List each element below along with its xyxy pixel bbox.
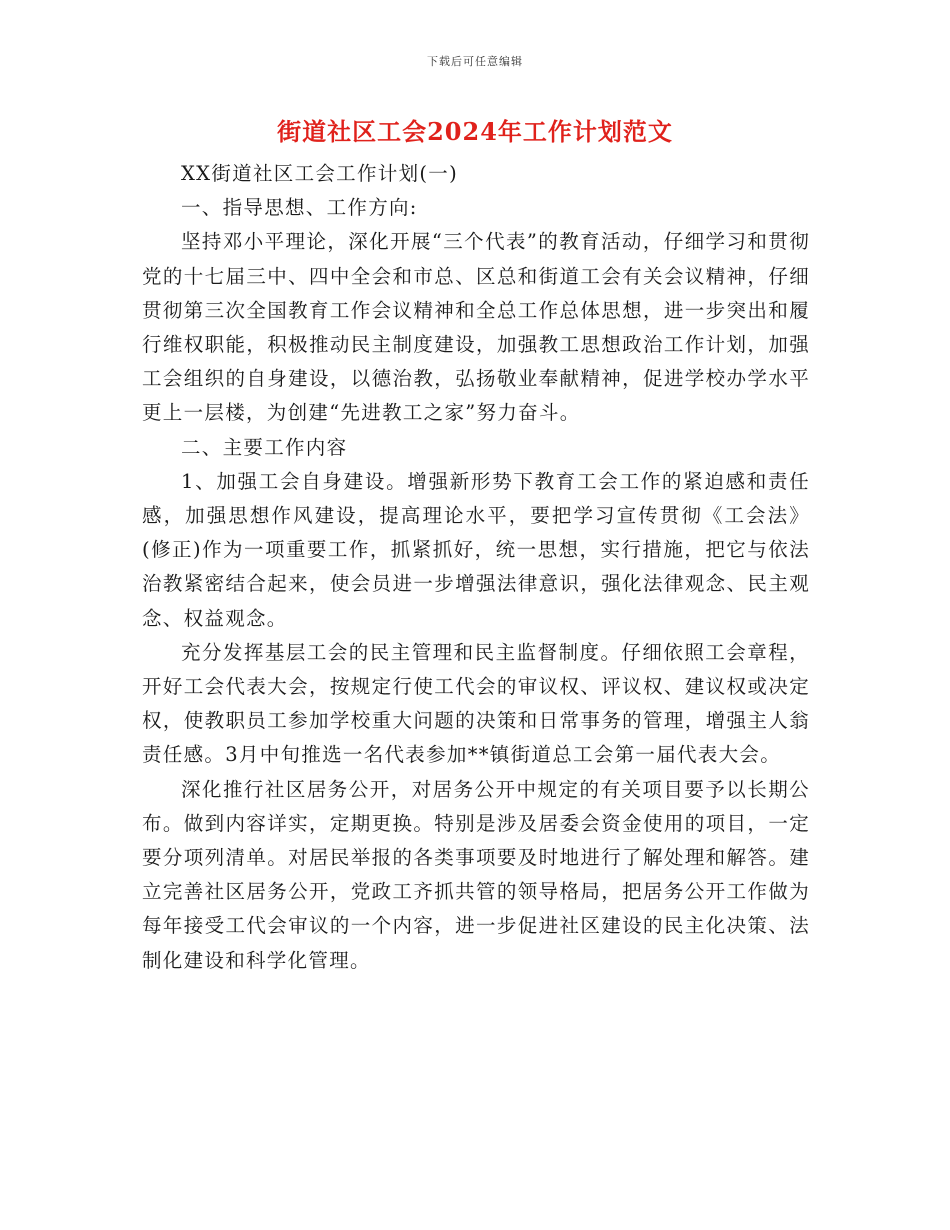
paragraph: 坚持邓小平理论，深化开展“三个代表”的教育活动，仔细学习和贯彻党的十七届三中、四中全会和市总、区总和街道工会有关会议精神，仔细贯彻第三次全国教育工作会议精神和全总工作总体思想，进一步突出和履行维权职能，积极推动民主制度建设，加强教工思想政治工作计划，加强工会组织的自身建设，以德治教，弘扬敬业奉献精神，促进学校办学水平更上一层楼，为创建“先进教工之家”努力奋斗。 (142, 230, 810, 425)
paragraph-section-1-heading: 一、指导思想、工作方向: (181, 196, 418, 220)
document-title: 街道社区工会2024年工作计划范文 (277, 117, 673, 146)
header-note: 下载后可任意编辑 (427, 55, 523, 68)
paragraph: 1、加强工会自身建设。增强新形势下教育工会工作的紧迫感和责任感，加强思想作风建设，提高理论水平，要把学习宣传贯彻《工会法》(修正)作为一项重要工作，抓紧抓好，统一思想，实行措施，把它与依法治教紧密结合起来，使会员进一步增强法律意识，强化法律观念、民主观念、权益观念。 (142, 469, 810, 630)
document-body (142, 157, 810, 978)
paragraph: 充分发挥基层工会的民主管理和民主监督制度。仔细依照工会章程，开好工会代表大会，按规定行使工代会的审议权、评议权、建议权或决定权，使教职员工参加学校重大问题的决策和日常事务的管理，增强主人翁责任感。3月中旬推选一名代表参加**镇街道总工会第一届代表大会。 (142, 640, 810, 767)
paragraph-section-2-heading: 二、主要工作内容 (181, 435, 348, 459)
paragraph: 深化推行社区居务公开，对居务公开中规定的有关项目要予以长期公布。做到内容详实，定期更换。特别是涉及居委会资金使用的项目，一定要分项列清单。对居民举报的各类事项要及时地进行了解处理和解答。建立完善社区居务公开，党政工齐抓共管的领导格局，把居务公开工作做为每年接受工代会审议的一个内容，进一步促进社区建设的民主化决策、法制化建设和科学化管理。 (142, 777, 810, 972)
paragraph-plan-heading: XX街道社区工会工作计划(一) (181, 162, 458, 185)
